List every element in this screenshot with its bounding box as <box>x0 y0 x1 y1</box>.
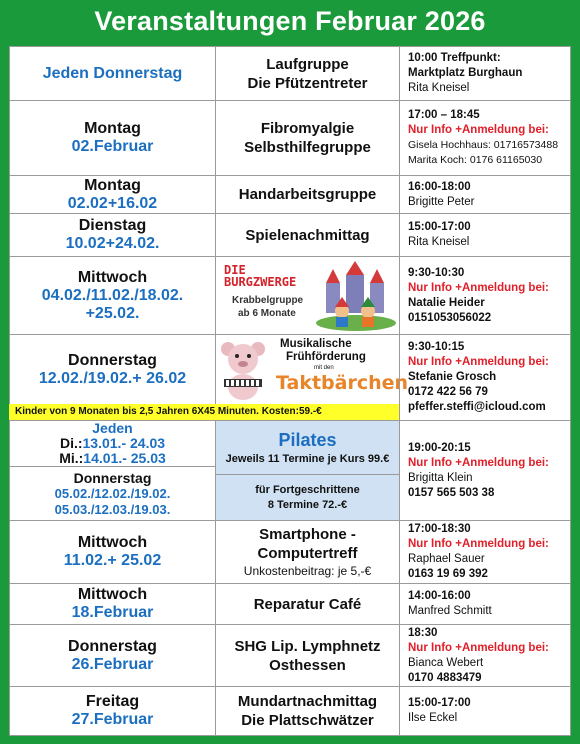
info-contact: Stefanie Grosch <box>408 371 497 383</box>
info-email: pfeffer.steffi@icloud.com <box>408 401 546 413</box>
info-register: Nur Info +Anmeldung bei: <box>408 456 549 469</box>
day-label: Montag <box>84 120 141 137</box>
info-phone: 0157 565 503 38 <box>408 486 495 499</box>
date-label: 27.Februar <box>71 711 154 728</box>
info-cell <box>399 583 571 624</box>
event-cell <box>215 100 399 175</box>
event-name: Smartphone - <box>259 526 356 543</box>
date-label: +25.02. <box>85 304 140 322</box>
day-label: Donnerstag <box>68 351 157 369</box>
info-phone: 0172 422 56 79 <box>408 386 488 398</box>
event-cell <box>215 624 399 686</box>
date-line <box>60 436 165 451</box>
day-label: Donnerstag <box>68 637 157 655</box>
event-name: SHG Lip. Lymphnetz <box>234 637 381 655</box>
info-time: 10:00 Treffpunkt: <box>408 52 501 64</box>
info-phone: 0163 19 69 392 <box>408 568 488 580</box>
date-label: 04.02./11.02./18.02. <box>41 286 184 304</box>
event-name: Die Plattschwätzer <box>241 712 374 729</box>
info-time: 14:00-16:00 <box>408 590 471 602</box>
info-cell <box>399 686 571 736</box>
info-time: 19:00-20:15 <box>408 441 471 454</box>
info-time: 9:30-10:15 <box>408 341 465 353</box>
info-register: Nur Info +Anmeldung bei: <box>408 641 549 654</box>
event-name: Reparatur Café <box>253 595 362 613</box>
info-contact: Marita Koch: 0176 61165030 <box>408 154 543 166</box>
logo-text: mit den <box>314 365 334 371</box>
day-cell <box>9 100 215 175</box>
event-detail: Unkostenbeitrag: je 5,-€ <box>243 564 372 578</box>
info-contact: Brigitta Klein <box>408 471 473 484</box>
date-range: 14.01.- 25.03 <box>83 450 166 466</box>
info-time: 9:30-10:30 <box>408 266 465 279</box>
logo-text: Taktbärchen <box>276 372 409 394</box>
info-phone: 0170 4883479 <box>408 671 482 684</box>
day-label: Mittwoch <box>77 534 148 551</box>
info-contact: Rita Kneisel <box>408 82 470 94</box>
date-line <box>59 451 166 466</box>
weekday-abbrev: Di.: <box>59 435 83 451</box>
day-label: Mittwoch <box>77 268 148 286</box>
info-time: 15:00-17:00 <box>408 221 471 233</box>
date-label: 10.02+24.02. <box>65 235 160 252</box>
date-range: 13.01.- 24.03 <box>82 435 166 451</box>
date-label: 11.02.+ 25.02 <box>63 552 162 569</box>
logo-text: Musikalische <box>280 338 352 350</box>
info-phone: 0151053056022 <box>408 311 492 324</box>
event-cell <box>215 520 399 583</box>
page-title: Veranstaltungen Februar 2026 <box>94 6 486 36</box>
info-time: 16:00-18:00 <box>408 180 471 193</box>
taktbaerchen-logo <box>216 335 409 403</box>
date-label: 02.02+16.02 <box>67 194 158 212</box>
date-label: 12.02./19.02.+ 26.02 <box>38 369 187 387</box>
day-label: Montag <box>84 176 141 194</box>
info-time: 17:00-18:30 <box>408 523 471 535</box>
event-name: Selbsthilfegruppe <box>244 139 371 156</box>
info-register: Nur Info +Anmeldung bei: <box>408 281 549 294</box>
info-cell <box>399 520 571 583</box>
event-name: Spielenachmittag <box>245 226 370 244</box>
info-contact: Bianca Webert <box>408 656 484 669</box>
info-cell <box>399 256 571 334</box>
info-contact: Brigitte Peter <box>408 195 475 208</box>
info-contact: Gisela Hochhaus: 01716573488 <box>408 139 559 151</box>
day-label: Jeden <box>92 420 133 436</box>
event-name: Osthessen <box>269 656 346 674</box>
info-register: Nur Info +Anmeldung bei: <box>408 356 549 368</box>
info-contact: Rita Kneisel <box>408 236 470 248</box>
event-detail: Jeweils 11 Termine je Kurs 99.€ <box>225 452 390 465</box>
info-cell <box>399 420 571 520</box>
event-detail: 8 Termine 72.-€ <box>267 498 348 511</box>
info-cell <box>399 175 571 213</box>
info-contact: Ilse Eckel <box>408 712 458 724</box>
info-time: 18:30 <box>408 626 438 639</box>
event-table <box>9 46 571 736</box>
info-contact: Raphael Sauer <box>408 553 485 565</box>
day-label: Donnerstag <box>73 469 152 486</box>
date-label: 02.Februar <box>71 138 154 155</box>
day-cell <box>9 334 215 404</box>
info-cell <box>399 624 571 686</box>
day-label: Freitag <box>85 693 140 710</box>
event-cell <box>215 334 409 404</box>
event-name: Mundartnachmittag <box>237 693 378 710</box>
date-label: 26.Februar <box>71 655 154 673</box>
event-name: Handarbeitsgruppe <box>238 186 377 203</box>
day-cell <box>9 46 215 100</box>
event-name: Laufgruppe <box>266 55 349 73</box>
day-cell <box>9 256 215 334</box>
event-cell <box>215 474 399 520</box>
day-cell <box>9 175 215 213</box>
info-contact: Manfred Schmitt <box>408 605 492 617</box>
day-cell <box>9 624 215 686</box>
day-label: Jeden Donnerstag <box>42 64 183 82</box>
logo-text: DIE <box>224 263 246 277</box>
day-label: Dienstag <box>78 217 147 234</box>
info-time: 17:00 – 18:45 <box>408 109 480 121</box>
event-name: Pilates <box>278 429 337 450</box>
event-cell <box>215 213 399 256</box>
day-cell <box>9 583 215 624</box>
info-time: 15:00-17:00 <box>408 697 471 709</box>
date-label: 05.03./12.03./19.03. <box>54 501 171 517</box>
event-name: Computertreff <box>257 545 358 562</box>
day-cell <box>9 466 215 520</box>
day-cell <box>9 686 215 736</box>
teddy-bear-icon <box>216 337 270 401</box>
info-cell <box>399 334 571 420</box>
info-register: Nur Info +Anmeldung bei: <box>408 124 549 136</box>
event-name: Die Pfützentreter <box>247 74 368 92</box>
event-cell <box>215 256 399 334</box>
logo-subtext: ab 6 Monate <box>238 308 296 319</box>
event-cell <box>215 420 399 474</box>
day-cell <box>9 213 215 256</box>
logo-text: BURGZWERGE <box>224 275 297 289</box>
price-note: Kinder von 9 Monaten bis 2,5 Jahren 6X45 Minuten. Kosten:59.-€ <box>9 404 399 420</box>
event-name: Fibromyalgie <box>260 120 355 137</box>
day-cell <box>9 520 215 583</box>
info-cell <box>399 213 571 256</box>
info-place: Marktplatz Burghaun <box>408 67 523 79</box>
burgzwerge-logo <box>216 257 398 333</box>
day-label: Mittwoch <box>77 586 148 603</box>
weekday-abbrev: Mi.: <box>59 450 84 466</box>
castle-icon <box>316 261 396 331</box>
logo-subtext: Krabbelgruppe <box>232 295 304 306</box>
info-contact: Natalie Heider <box>408 296 485 309</box>
info-register: Nur Info +Anmeldung bei: <box>408 538 549 550</box>
logo-text: Frühförderung <box>286 351 366 363</box>
event-cell <box>215 686 399 736</box>
info-cell <box>399 100 571 175</box>
event-cell <box>215 46 399 100</box>
info-cell <box>399 46 571 100</box>
date-label: 05.02./12.02./19.02. <box>54 485 171 501</box>
event-cell <box>215 175 399 213</box>
date-label: 18.Februar <box>71 604 154 621</box>
day-cell <box>9 420 215 466</box>
event-cell <box>215 583 399 624</box>
event-detail: für Fortgeschrittene <box>255 483 360 496</box>
